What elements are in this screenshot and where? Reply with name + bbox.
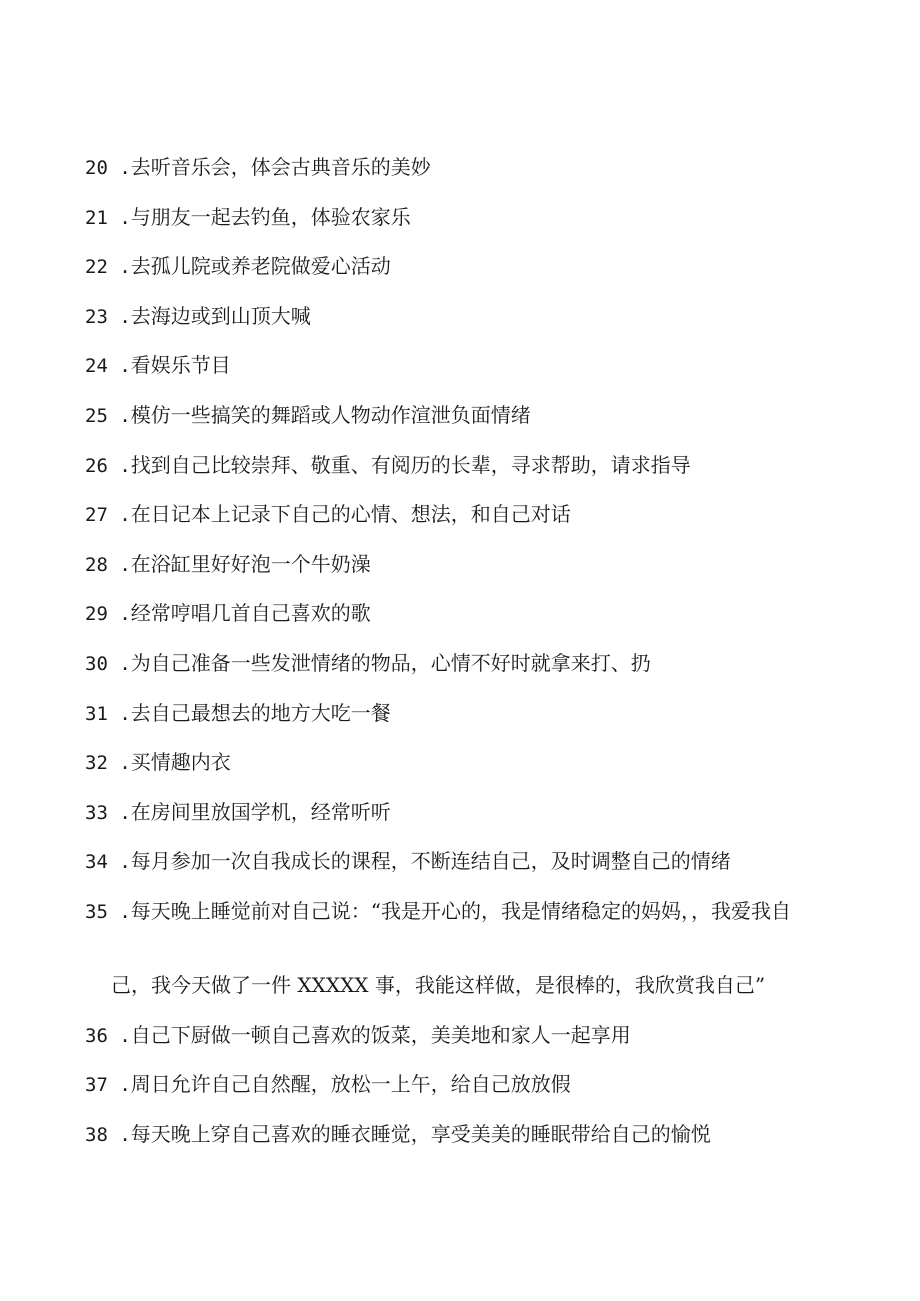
item-separator: .: [107, 355, 131, 378]
item-text: 去听音乐会，体会古典音乐的美妙: [130, 155, 431, 179]
list-item: [85, 844, 845, 894]
item-number: 35: [85, 900, 108, 923]
item-number: 38: [85, 1123, 108, 1146]
list-item: [85, 200, 845, 250]
item-separator: .: [107, 206, 131, 229]
item-text: 周日允许自己自然醒，放松一上午，给自己放放假: [130, 1072, 571, 1097]
list-item: [85, 745, 845, 795]
item-text: 自己下厨做一顿自己喜欢的饭菜，美美地和家人一起享用: [130, 1022, 631, 1047]
item-separator: .: [107, 157, 131, 179]
item-separator: .: [107, 256, 131, 279]
item-separator: .: [107, 1024, 131, 1047]
item-number: 32: [85, 752, 108, 775]
list-item: [85, 448, 845, 498]
list-item: [85, 894, 845, 968]
list-item: [85, 1067, 845, 1117]
item-text: 为自己准备一些发泄情绪的物品，心情不好时就拿来打、扔: [130, 650, 651, 675]
item-number: 27: [85, 504, 108, 527]
list-item: [85, 547, 845, 597]
item-text: 买情趣内衣: [130, 750, 231, 775]
item-number: 22: [85, 256, 108, 279]
item-text: 在房间里放国学机，经常听听: [130, 799, 391, 824]
item-separator: .: [107, 603, 131, 626]
item-separator: .: [107, 553, 131, 576]
item-separator: .: [107, 851, 131, 874]
item-separator: .: [107, 305, 131, 328]
item-number: 26: [85, 454, 108, 477]
list-item: [85, 1117, 845, 1167]
item-separator: .: [107, 652, 131, 675]
list-item: [85, 646, 845, 696]
list-item: [85, 348, 845, 398]
item-text: 找到自己比较崇拜、敬重、有阅历的长辈，寻求帮助，请求指导: [130, 452, 691, 477]
item-separator: .: [107, 801, 131, 824]
list-item: [85, 497, 845, 547]
item-number: 37: [85, 1074, 108, 1097]
item-separator: .: [107, 702, 131, 725]
list-item: [85, 150, 845, 200]
item-number: 29: [85, 603, 108, 626]
item-number: 25: [85, 404, 108, 427]
item-number: 20: [85, 157, 108, 179]
item-text: 去自己最想去的地方大吃一餐: [130, 700, 391, 725]
list-item: [85, 249, 845, 299]
list-item: [85, 1018, 845, 1068]
item-separator: .: [107, 454, 131, 477]
item-separator: .: [107, 404, 131, 427]
item-text: 经常哼唱几首自己喜欢的歌: [130, 601, 371, 626]
item-number: 28: [85, 553, 108, 576]
item-number: 36: [85, 1024, 108, 1047]
item-separator: .: [107, 1074, 131, 1097]
item-text: 己，我今天做了一件 XXXXX 事，我能这样做，是很棒的，我欣赏我自己”: [111, 972, 766, 997]
item-text: 在日记本上记录下自己的心情、想法，和自己对话: [130, 502, 571, 527]
list-item: [85, 696, 845, 746]
item-number: 21: [85, 206, 108, 229]
item-separator: .: [107, 1123, 131, 1146]
item-number: 24: [85, 355, 108, 378]
tips-list: [85, 150, 845, 1166]
list-item: [85, 596, 845, 646]
item-number: 33: [85, 801, 108, 824]
item-number: 34: [85, 851, 108, 874]
item-text: 每天晚上睡觉前对自己说：“我是开心的，我是情绪稳定的妈妈，，我爱我自: [130, 898, 792, 923]
item-text: 在浴缸里好好泡一个牛奶澡: [130, 551, 371, 576]
item-text: 去海边或到山顶大喊: [130, 303, 311, 328]
item-number: 30: [85, 652, 108, 675]
item-text: 模仿一些搞笑的舞蹈或人物动作渲泄负面情绪: [130, 402, 531, 427]
item-text: 每天晚上穿自己喜欢的睡衣睡觉，享受美美的睡眠带给自己的愉悦: [130, 1121, 711, 1146]
item-separator: .: [107, 900, 131, 923]
item-text: 每月参加一次自我成长的课程，不断连结自己，及时调整自己的情绪: [130, 849, 731, 874]
item-number: 31: [85, 702, 108, 725]
list-item: [85, 795, 845, 845]
item-number: 23: [85, 305, 108, 328]
list-item: [85, 398, 845, 448]
item-text: 看娱乐节目: [130, 353, 231, 378]
list-item: [85, 299, 845, 349]
item-separator: .: [107, 504, 131, 527]
list-item-continuation: [85, 968, 845, 1018]
item-text: 与朋友一起去钓鱼，体验农家乐: [130, 204, 411, 229]
item-text: 去孤儿院或养老院做爱心活动: [130, 254, 391, 279]
item-separator: .: [107, 752, 131, 775]
